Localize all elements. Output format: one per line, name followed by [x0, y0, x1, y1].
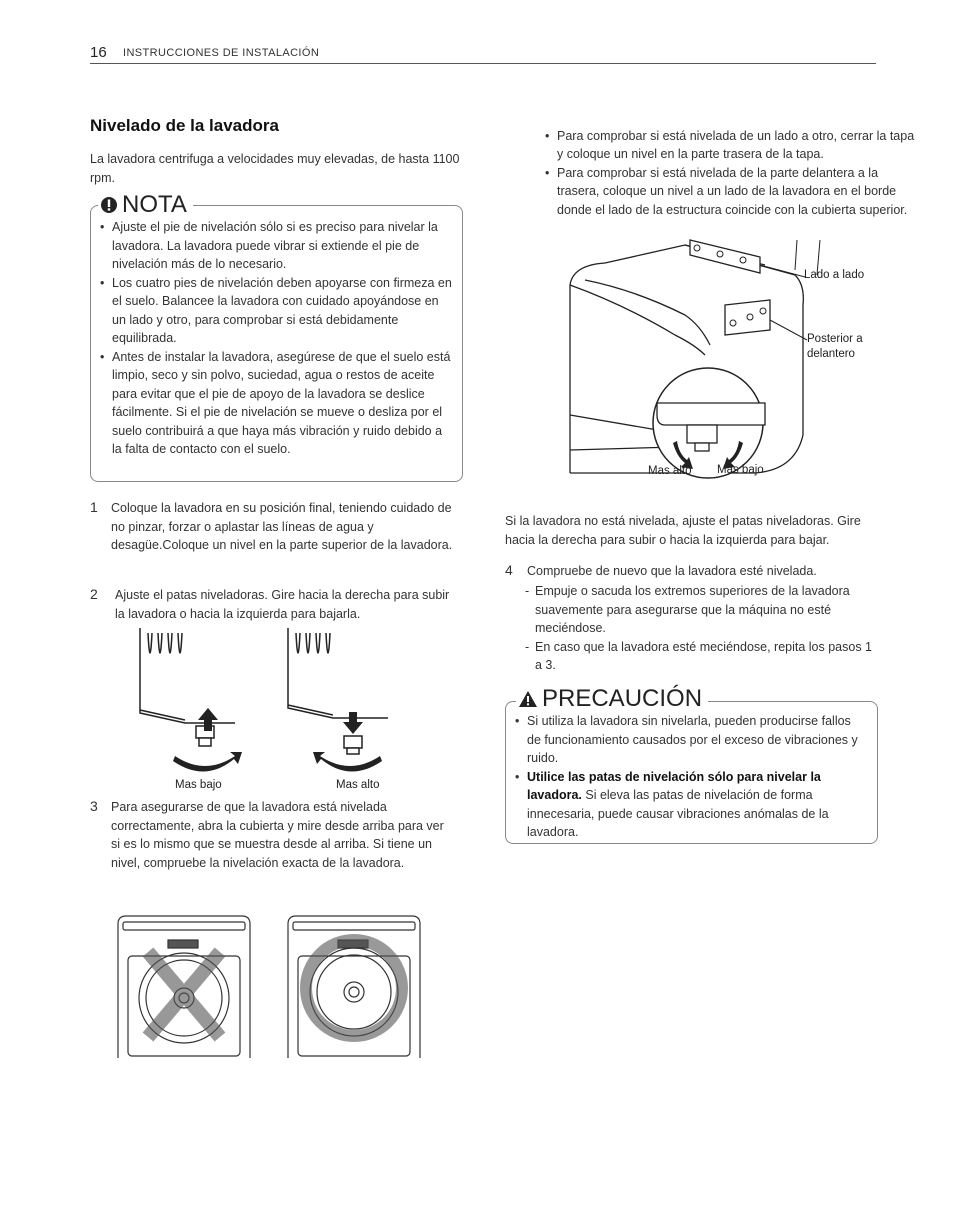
nota-item: • Ajuste el pie de nivelación sólo si es preciso para nivelar la lavadora. La lavadora puede vibrar si extiende el pie de nivelación más de lo necesario. [92, 218, 454, 274]
precaucion-item-rest: Si eleva las patas de nivelación de forma innecesaria, puede causar vibraciones anómalas de la lavadora. [527, 788, 829, 839]
foot-label-higher: Mas alto [336, 779, 380, 791]
step-text: Compruebe de nuevo que la lavadora esté nivelada. [527, 564, 817, 578]
exclamation-circle-icon [100, 196, 118, 214]
page-number: 16 [90, 44, 107, 61]
incorrect-x-mark [148, 952, 220, 1037]
nota-item: • Los cuatro pies de nivelación deben apoyarse con firmeza en el suelo. Balancee la lavadora con cuidado apoyándose en un lado y otro, para comprobar si está debidamente equilibrada. [92, 274, 454, 348]
page-heading: Nivelado de la lavadora [90, 116, 279, 135]
step-number: 3 [90, 798, 98, 814]
nota-item: • Antes de instalar la lavadora, asegúrese de que el suelo está limpio, seco y sin polvo, suciedad, agua o restos de aceite para evitar que el pie de apoyo de la lavadora se deslice fácilmente. Si el pie de nivelación se mueve o desliza por el suelo contribuirá a que haya más vibración y ruido debido a la falta de contacto con el suelo. [92, 348, 454, 459]
warning-triangle-icon [518, 690, 538, 708]
step-number: 4 [505, 562, 513, 578]
level-check-list [505, 127, 917, 220]
level-check-item: • Para comprobar si está nivelada de un lado a otro, cerrar la tapa y coloque un nivel en la parte trasera de la tapa. [545, 127, 917, 164]
nota-title-text: NOTA [122, 191, 187, 218]
adjust-text: Si la lavadora no está nivelada, ajuste el patas niveladoras. Gire hacia la derecha para subir o hacia la izquierda para bajar. [505, 514, 861, 547]
step-text: Para asegurarse de que la lavadora está nivelada correctamente, abra la cubierta y mire desde arriba para ver si es lo mismo que se muestra desde al arriba. Si tiene un nivel, compruebe la nivelación exacta de la lavadora. [111, 800, 444, 870]
step-text: Coloque la lavadora en su posición final, teniendo cuidado de no pinzar, forzar o aplastar las líneas de agua y desagüe.Coloque un nivel en la parte superior de la lavadora. [111, 501, 453, 552]
precaucion-item: • Si utiliza la lavadora sin nivelarla, pueden producirse fallos de funcionamiento causados por el exceso de vibraciones y ruido. [507, 712, 867, 768]
step-number: 2 [90, 586, 98, 602]
header-rule [90, 63, 876, 64]
precaucion-list [507, 712, 867, 842]
step-number: 1 [90, 499, 98, 515]
precaucion-item-bold: Utilice las patas de nivelación sólo para nivelar la lavadora. [527, 769, 821, 802]
intro-text: La lavadora centrifuga a velocidades muy elevadas, de hasta 1100 rpm. [90, 152, 460, 185]
leveling-feet-illustration [130, 628, 400, 778]
step4-subitem: - Empuje o sacuda los extremos superiores de la lavadora suavemente para asegurarse que la máquina no esté meciéndose. [525, 582, 877, 638]
precaucion-title-text: PRECAUCIÓN [542, 685, 703, 712]
nota-list [92, 218, 454, 459]
label-back-to-front: Posterior a delantero [807, 333, 863, 360]
step-text: Ajuste el patas niveladoras. Gire hacia la derecha para subir la lavadora o hacia la izquierda para bajarla. [115, 588, 450, 621]
label-side-to-side: Lado a lado [804, 269, 865, 281]
level-check-item: • Para comprobar si está nivelada de la parte delantera a la trasera, coloque un nivel a un lado de la lavadora en el borde donde el lado de la estructura coincide con la cubierta superior. [545, 164, 917, 220]
section-title: INSTRUCCIONES DE INSTALACIÓN [123, 47, 320, 59]
step4-subitem: - En caso que la lavadora esté meciéndose, repita los pasos 1 a 3. [525, 638, 877, 675]
label-lower: Mas bajo [717, 464, 764, 476]
precaucion-item [507, 768, 867, 842]
label-higher: Mas alto [648, 465, 692, 477]
step4-sublist [525, 582, 877, 675]
nota-title [98, 191, 193, 219]
top-view-washers-illustration [112, 912, 437, 1060]
foot-label-lower: Mas bajo [175, 779, 222, 791]
precaucion-title [516, 685, 708, 713]
